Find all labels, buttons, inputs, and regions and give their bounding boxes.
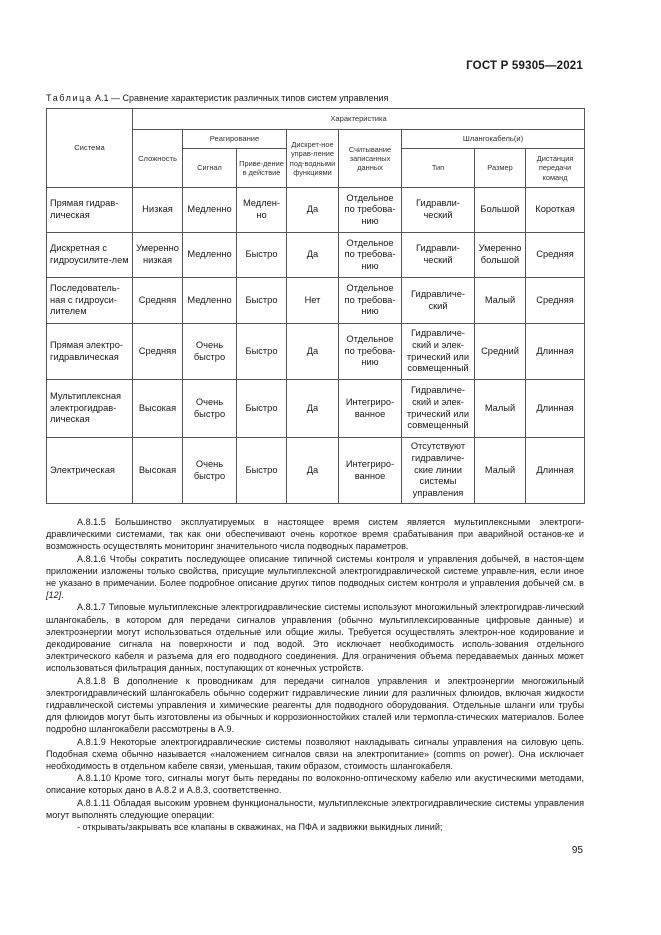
cell-distance: Средняя	[526, 233, 585, 278]
cell-system: Последователь-ная с гидроуси-лителем	[47, 278, 133, 324]
cell-size: Большой	[475, 188, 526, 233]
table-row	[47, 278, 585, 324]
table-caption-label: Таблица	[46, 93, 93, 103]
table-row	[47, 324, 585, 380]
table-caption	[46, 93, 388, 103]
header-response: Реагирование	[183, 130, 287, 149]
cell-actuation: Медлен-но	[237, 188, 287, 233]
cell-signal: Очень быстро	[183, 324, 237, 380]
cell-type: Отсутствуют гидравличе-ские линии системы управления	[402, 438, 475, 504]
cell-readback: Отдельное по требова-нию	[339, 324, 402, 380]
cell-distance: Длинная	[526, 380, 585, 438]
paragraph-a816: А.8.1.6 Чтобы сократить последующее описание типичной системы контроля и управления добычей, в настоя-щем приложении изложены только свойства, присущие мультиплексной электрогидравлической системе управле-ния, если иное не указано в примечании. Более подробное описание других типов подводных систем контроля и управления добычей см. в [12].	[46, 553, 584, 601]
cell-readback: Отдельное по требова-нию	[339, 233, 402, 278]
table-caption-text: А.1 — Сравнение характеристик различных типов систем управления	[92, 93, 389, 103]
cell-size: Средний	[475, 324, 526, 380]
cell-discrete: Да	[287, 233, 339, 278]
cell-readback: Интегриро-ванное	[339, 438, 402, 504]
paragraph-a817: А.8.1.7 Типовые мультиплексные электрогидравлические системы используют многожильный электрогидрав-лический шлангокабель, в котором для передачи сигналов управления (обычно мультиплексированные цифровые данные) и электроэнергии могут использоваться отдельные или общие жилы. Требуется осуществлять электрон-ное кодирование и декодирование сигнала на поверхности и под водой. Это исключает необходимость исполь-зования отдельного электрического кабеля и разъема для его подводного соединения. Для ограничения объема передаваемых данных может использоваться фильтрация данных, поступающих от конечных устройств.	[46, 602, 584, 674]
cell-complexity: Умеренно низкая	[133, 233, 183, 278]
paragraph-a819: А.8.1.9 Некоторые электрогидравлические системы позволяют накладывать сигналы управления на силовую цепь. Подобная схема обычно называется «наложением сигналов связи на электропитание» (comms on power). Она исключает необходимость в отдельном кабеле связи, уменьшая, таким образом, стоимость шлангокабеля.	[46, 736, 584, 772]
header-signal: Сигнал	[183, 149, 237, 188]
header-actuation: Приве-дение в действие	[237, 149, 287, 188]
page-number: 95	[571, 845, 583, 856]
table-row	[47, 233, 585, 278]
cell-readback: Интегриро-ванное	[339, 380, 402, 438]
table-row	[47, 380, 585, 438]
cell-actuation: Быстро	[237, 233, 287, 278]
cell-system: Электрическая	[47, 438, 133, 504]
cell-size: Малый	[475, 380, 526, 438]
body-text	[46, 516, 584, 833]
cell-signal: Медленно	[183, 188, 237, 233]
cell-signal: Очень быстро	[183, 438, 237, 504]
cell-discrete: Да	[287, 438, 339, 504]
paragraph-a8110: А.8.1.10 Кроме того, сигналы могут быть переданы по волоконно-оптическому кабелю или акустическими методами, описание которых дано в А.8.2 и А.8.3, соответственно.	[46, 773, 584, 796]
list-item: - открывать/закрывать все клапаны в скважинах, на ПФА и задвижки выкидных линий;	[77, 822, 443, 833]
cell-complexity: Высокая	[133, 380, 183, 438]
cell-distance: Средняя	[526, 278, 585, 324]
cell-size: Умеренно большой	[475, 233, 526, 278]
cell-distance: Короткая	[526, 188, 585, 233]
cell-discrete: Да	[287, 324, 339, 380]
header-type: Тип	[402, 149, 475, 188]
paragraph-a815: А.8.1.5 Большинство эксплуатируемых в настоящее время систем является мультиплексными электроги-дравлическими системами, так как они обеспечивают очень короткое время срабатывания при аварийной останов-ке и возможность осуществлять мониторинг значительного числа подводных параметров.	[46, 517, 584, 552]
paragraph-a816-text: А.8.1.6 Чтобы сократить последующее описание типичной системы контроля и управления добычей, в настоя-щем приложении изложены только свойства, присущие мультиплексной электрогидравлической системе управле-ния, если иное не указано в примечании. Более подробное описание других типов подводных систем контроля и управления добычей см. в	[46, 553, 584, 589]
cell-type: Гидравличе-ский и элек-трический или совмещенный	[402, 324, 475, 380]
cell-actuation: Быстро	[237, 380, 287, 438]
table-row	[47, 438, 585, 504]
cell-type: Гидравли-ческий	[402, 188, 475, 233]
header-readback: Считывание записанных данных	[339, 130, 402, 188]
cell-discrete: Да	[287, 380, 339, 438]
header-characteristics: Характеристика	[133, 109, 585, 130]
reference-link[interactable]: [12]	[46, 590, 62, 601]
paragraph-a8111: А.8.1.11 Обладая высоким уровнем функциональности, мультиплексные электрогидравлические системы управления могут выполнять следующие операции:	[46, 797, 584, 820]
cell-distance: Длинная	[526, 438, 585, 504]
comparison-table	[46, 108, 585, 504]
cell-actuation: Быстро	[237, 324, 287, 380]
header-system: Система	[47, 109, 133, 188]
cell-system: Прямая гидрав-лическая	[47, 188, 133, 233]
cell-signal: Очень быстро	[183, 380, 237, 438]
cell-readback: Отдельное по требова-нию	[339, 188, 402, 233]
paragraph-a818: А.8.1.8 В дополнение к проводникам для передачи сигналов управления и электроэнергии многожильный электрогидравлический шлангокабель обычно содержит гидравлические линии для различных флюидов, включая жидкости гидравлической системы управления и химические реагенты для подводного оборудования. Отдельные шланги или трубы для флюидов могут быть изготовлены из обычных и коррозионностойких сталей или термопла-стических материалов. Более подробно шлангокабели рассмотрены в А.9.	[46, 675, 584, 735]
header-distance: Дистанция передачи команд	[526, 149, 585, 188]
cell-size: Малый	[475, 278, 526, 324]
cell-size: Малый	[475, 438, 526, 504]
standard-header: ГОСТ Р 59305—2021	[466, 60, 583, 72]
header-umbilical: Шлангокабель(и)	[402, 130, 585, 149]
header-size: Размер	[475, 149, 526, 188]
table-row	[47, 188, 585, 233]
cell-complexity: Средняя	[133, 278, 183, 324]
cell-discrete: Да	[287, 188, 339, 233]
cell-actuation: Быстро	[237, 278, 287, 324]
header-complexity: Сложность	[133, 130, 183, 188]
cell-system: Дискретная с гидроусилите-лем	[47, 233, 133, 278]
header-discrete-control: Дискрет-ное управ-ление под-водными функциями	[287, 130, 339, 188]
cell-type: Гидравличе-ский и элек-трический или совмещенный	[402, 380, 475, 438]
cell-discrete: Нет	[287, 278, 339, 324]
cell-system: Мультиплексная электрогидрав-лическая	[47, 380, 133, 438]
cell-type: Гидравли-ческий	[402, 233, 475, 278]
cell-complexity: Средняя	[133, 324, 183, 380]
cell-type: Гидравличе-ский	[402, 278, 475, 324]
cell-signal: Медленно	[183, 233, 237, 278]
cell-complexity: Высокая	[133, 438, 183, 504]
cell-distance: Длинная	[526, 324, 585, 380]
cell-readback: Отдельное по требова-нию	[339, 278, 402, 324]
cell-system: Прямая электро-гидравлическая	[47, 324, 133, 380]
cell-signal: Медленно	[183, 278, 237, 324]
cell-actuation: Быстро	[237, 438, 287, 504]
cell-complexity: Низкая	[133, 188, 183, 233]
